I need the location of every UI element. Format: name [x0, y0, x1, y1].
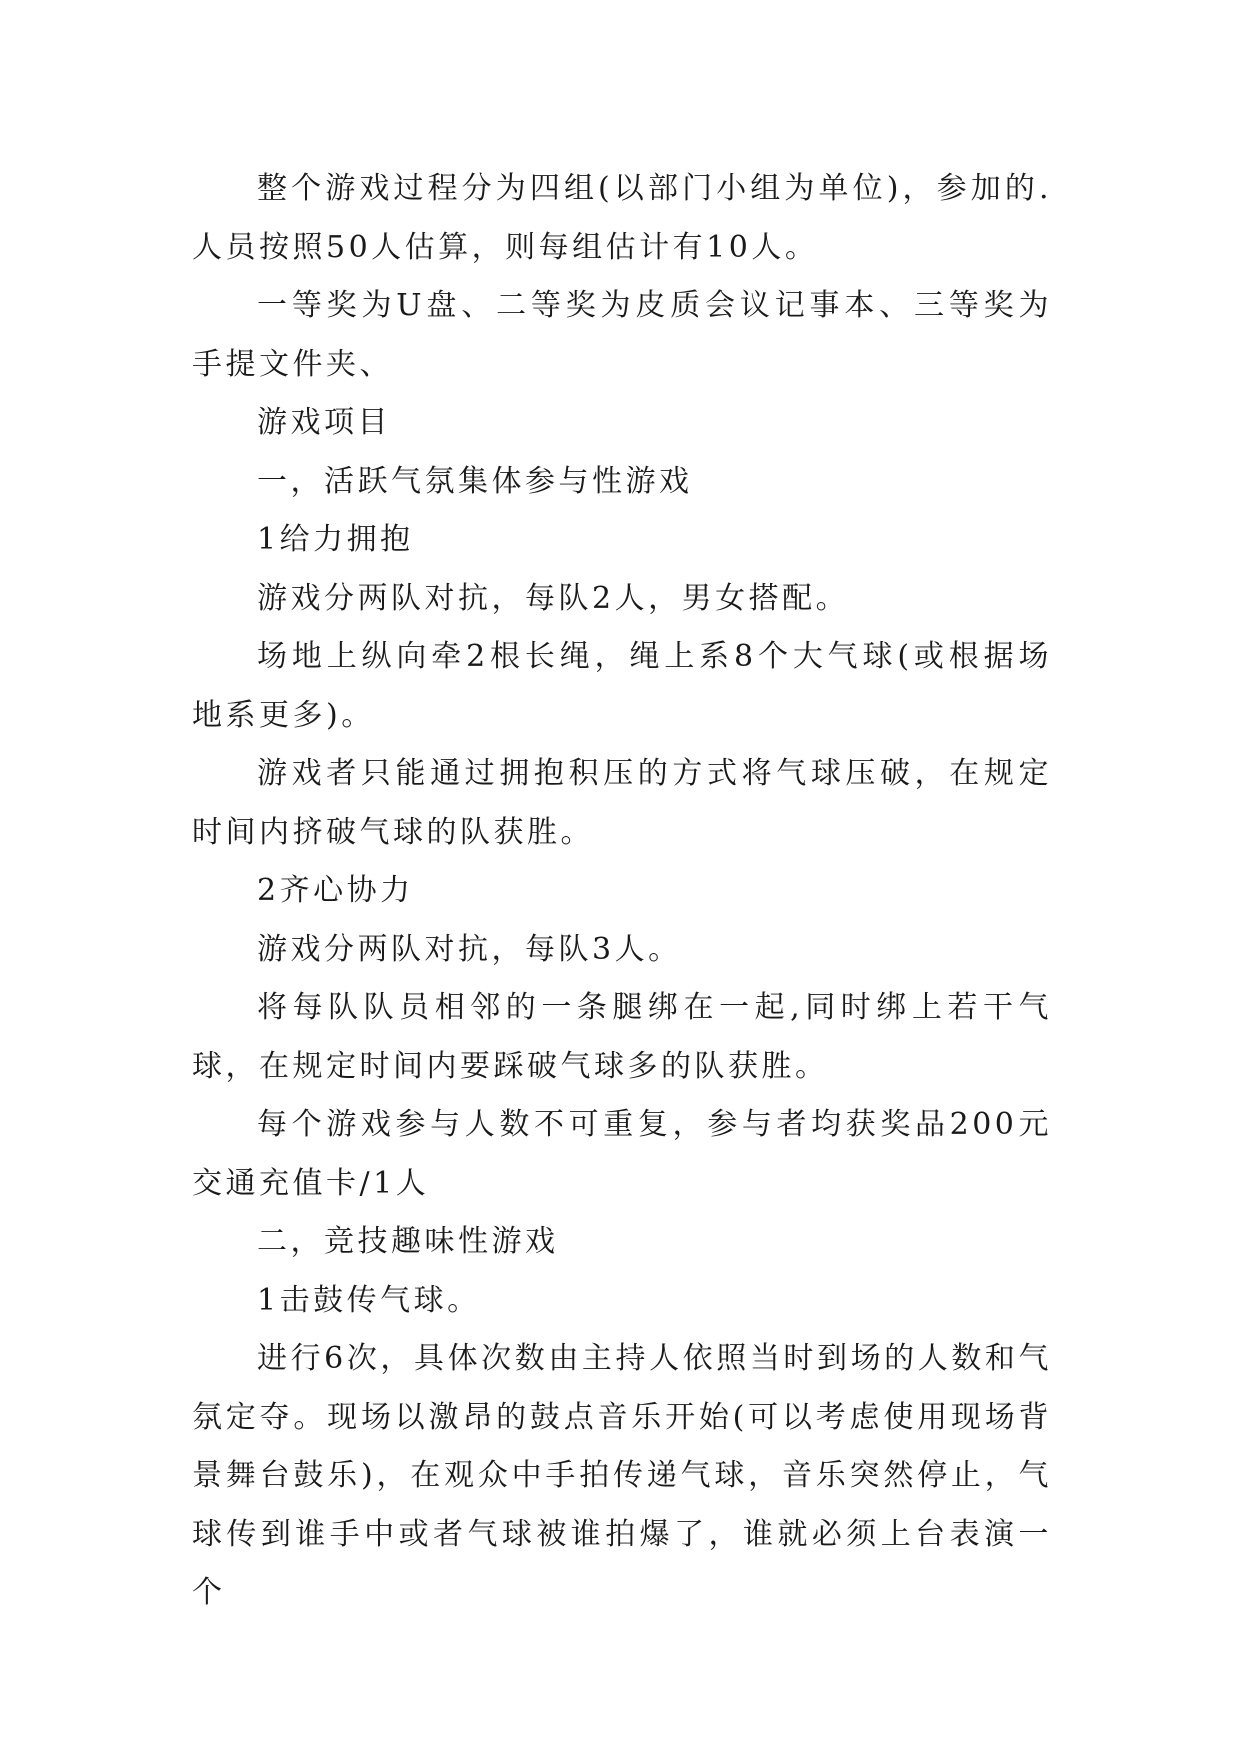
paragraph: 游戏者只能通过拥抱积压的方式将气球压破，在规定时间内挤破气球的队获胜。: [192, 756, 1052, 850]
section-heading: 一，活跃气氛集体参与性游戏: [257, 463, 693, 499]
paragraph: 场地上纵向牵2根长绳，绳上系8个大气球(或根据场地系更多)。: [192, 639, 1052, 733]
section-heading: 游戏项目: [257, 405, 391, 440]
game-title: 2齐心协力: [257, 873, 414, 908]
game-title: 1击鼓传气球。: [257, 1282, 481, 1318]
paragraph: 整个游戏过程分为四组(以部门小组为单位)，参加的.人员按照50人估算，则每组估计有10人。: [192, 171, 1052, 265]
paragraph: 一等奖为U盘、二等奖为皮质会议记事本、三等奖为手提文件夹、: [192, 288, 1052, 382]
paragraph: 进行6次，具体次数由主持人依照当时到场的人数和气氛定夺。现场以激昂的鼓点音乐开始(可以考虑使用现场背景舞台鼓乐)，在观众中手拍传递气球，音乐突然停止，气球传到谁手中或者气球被谁拍爆了，谁就必须上台表演一个: [192, 1341, 1052, 1610]
document-body: [192, 160, 1052, 1623]
paragraph: 每个游戏参与人数不可重复，参与者均获奖品200元交通充值卡/1人: [192, 1107, 1052, 1201]
paragraph: 将每队队员相邻的一条腿绑在一起,同时绑上若干气球，在规定时间内要踩破气球多的队获胜。: [192, 990, 1052, 1084]
section-heading: 二，竞技趣味性游戏: [257, 1224, 559, 1259]
game-title: 1给力拥抱: [257, 522, 414, 557]
paragraph: 游戏分两队对抗，每队2人，男女搭配。: [257, 580, 850, 616]
paragraph: 游戏分两队对抗，每队3人。: [257, 931, 682, 967]
